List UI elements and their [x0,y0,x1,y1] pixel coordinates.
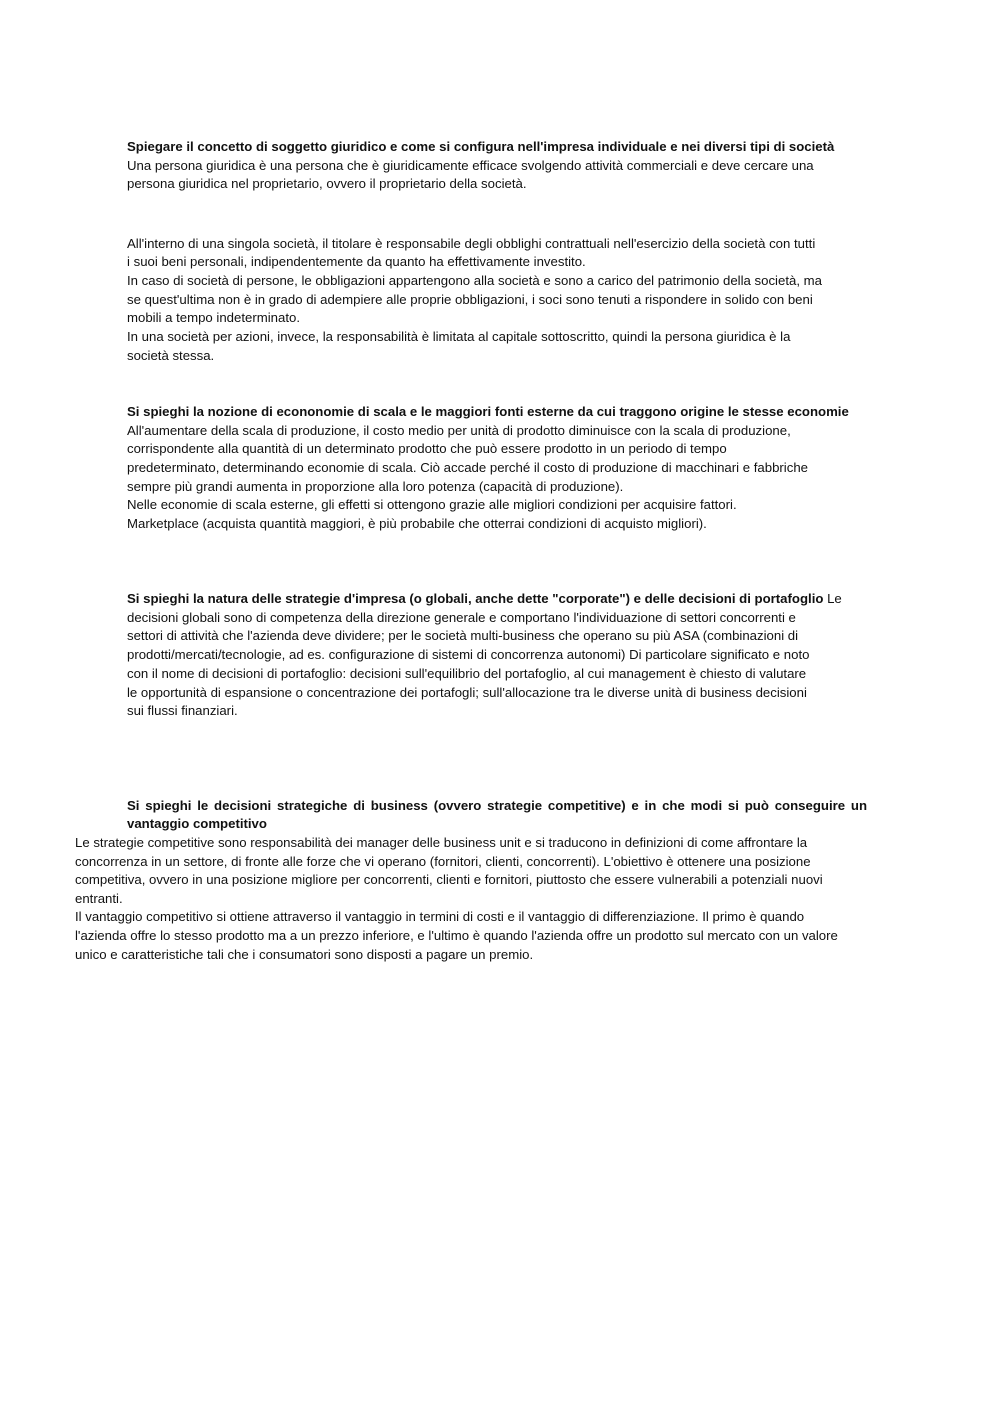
section-2-line: corrispondente alla quantità di un determinato prodotto che può essere prodotto in un periodo di tempo [127,441,727,456]
section-2-line: Nelle economie di scala esterne, gli effetti si ottengono grazie alle migliori condizioni per acquisire fattori. [127,497,737,512]
section-1b-line: All'interno di una singola società, il titolare è responsabile degli obblighi contrattuali nell'esercizio della società con tutti [127,236,816,251]
section-4-line: unico e caratteristiche tali che i consumatori sono disposti a pagare un premio. [75,947,534,962]
section-3-line: sui flussi finanziari. [127,703,238,718]
section-3-line: con il nome di decisioni di portafoglio: decisioni sull'equilibrio del portafoglio, al cui management è chiesto di valutare [127,666,807,681]
section-3-line: settori di attività che l'azienda deve dividere; per le società multi-business che operano su più ASA (combinazioni di [127,628,799,643]
section-4-line: competitiva, ovvero in una posizione migliore per concorrenti, clienti e fornitori, piuttosto che essere vulnerabili a potenziali nuovi [75,872,823,887]
section-1b-line: mobili a tempo indeterminato. [127,310,300,325]
section-4-line: Il vantaggio competitivo si ottiene attraverso il vantaggio in termini di costi e il vantaggio di differenziazione. Il primo è quando [75,909,805,924]
section-4-line: concorrenza in un settore, di fronte alle forze che vi operano (fornitori, clienti, concorrenti). L'obiettivo è ottenere una posizione [75,854,811,869]
section-3-first-line [127,590,842,608]
section-1b-line: In caso di società di persone, le obbligazioni appartengono alla società e sono a carico del patrimonio della società, ma [127,273,822,288]
section-3-heading-tail: Le [823,591,842,606]
section-4-heading: Si spieghi le decisioni strategiche di business (ovvero strategie competitive) e in che modi si può conseguire un [127,798,867,813]
section-3-line: le opportunità di espansione o concentrazione dei portafogli; sull'allocazione tra le diverse unità di business decisioni [127,685,807,700]
section-1b-line: se quest'ultima non è in grado di adempiere alle proprie obbligazioni, i soci sono tenuti a rispondere in solido con beni [127,292,813,307]
section-1-heading: Spiegare il concetto di soggetto giuridico e come si configura nell'impresa individuale e nei diversi tipi di società [127,139,835,154]
section-2-line: Marketplace (acquista quantità maggiori, è più probabile che otterrai condizioni di acquisto migliori). [127,516,707,531]
section-4-line: entranti. [75,891,123,906]
section-4-line: l'azienda offre lo stesso prodotto ma a un prezzo inferiore, e l'ultimo è quando l'azienda offre un prodotto sul mercato con un valore [75,928,838,943]
section-1-line: persona giuridica nel proprietario, ovvero il proprietario della società. [127,176,527,191]
section-1b-line: i suoi beni personali, indipendentemente da quanto ha effettivamente investito. [127,254,586,269]
section-3-line: decisioni globali sono di competenza della direzione generale e comportano l'individuazione di settori concorrenti e [127,610,796,625]
section-1-line: Una persona giuridica è una persona che è giuridicamente efficace svolgendo attività commerciali e deve cercare una [127,158,814,173]
section-2-heading: Si spieghi la nozione di econonomie di scala e le maggiori fonti esterne da cui traggono origine le stesse economie [127,404,849,419]
section-4-heading-cont: vantaggio competitivo [127,816,267,831]
section-2-line: All'aumentare della scala di produzione, il costo medio per unità di prodotto diminuisce con la scala di produzione, [127,423,791,438]
section-3-heading: Si spieghi la natura delle strategie d'impresa (o globali, anche dette "corporate") e delle decisioni di portafoglio [127,591,824,606]
section-1b-line: In una società per azioni, invece, la responsabilità è limitata al capitale sottoscritto, quindi la persona giuridica è la [127,329,791,344]
section-1b-line: società stessa. [127,348,215,363]
section-3-line: prodotti/mercati/tecnologie, ad es. configurazione di sistemi di concorrenza autonomi) Di particolare significato e noto [127,647,810,662]
section-4-line: Le strategie competitive sono responsabilità dei manager delle business unit e si traducono in definizioni di come affrontare la [75,835,808,850]
section-2-line: predeterminato, determinando economie di scala. Ciò accade perché il costo di produzione di macchinari e fabbriche [127,460,809,475]
section-2-line: sempre più grandi aumenta in proporzione alla loro potenza (capacità di produzione). [127,479,624,494]
